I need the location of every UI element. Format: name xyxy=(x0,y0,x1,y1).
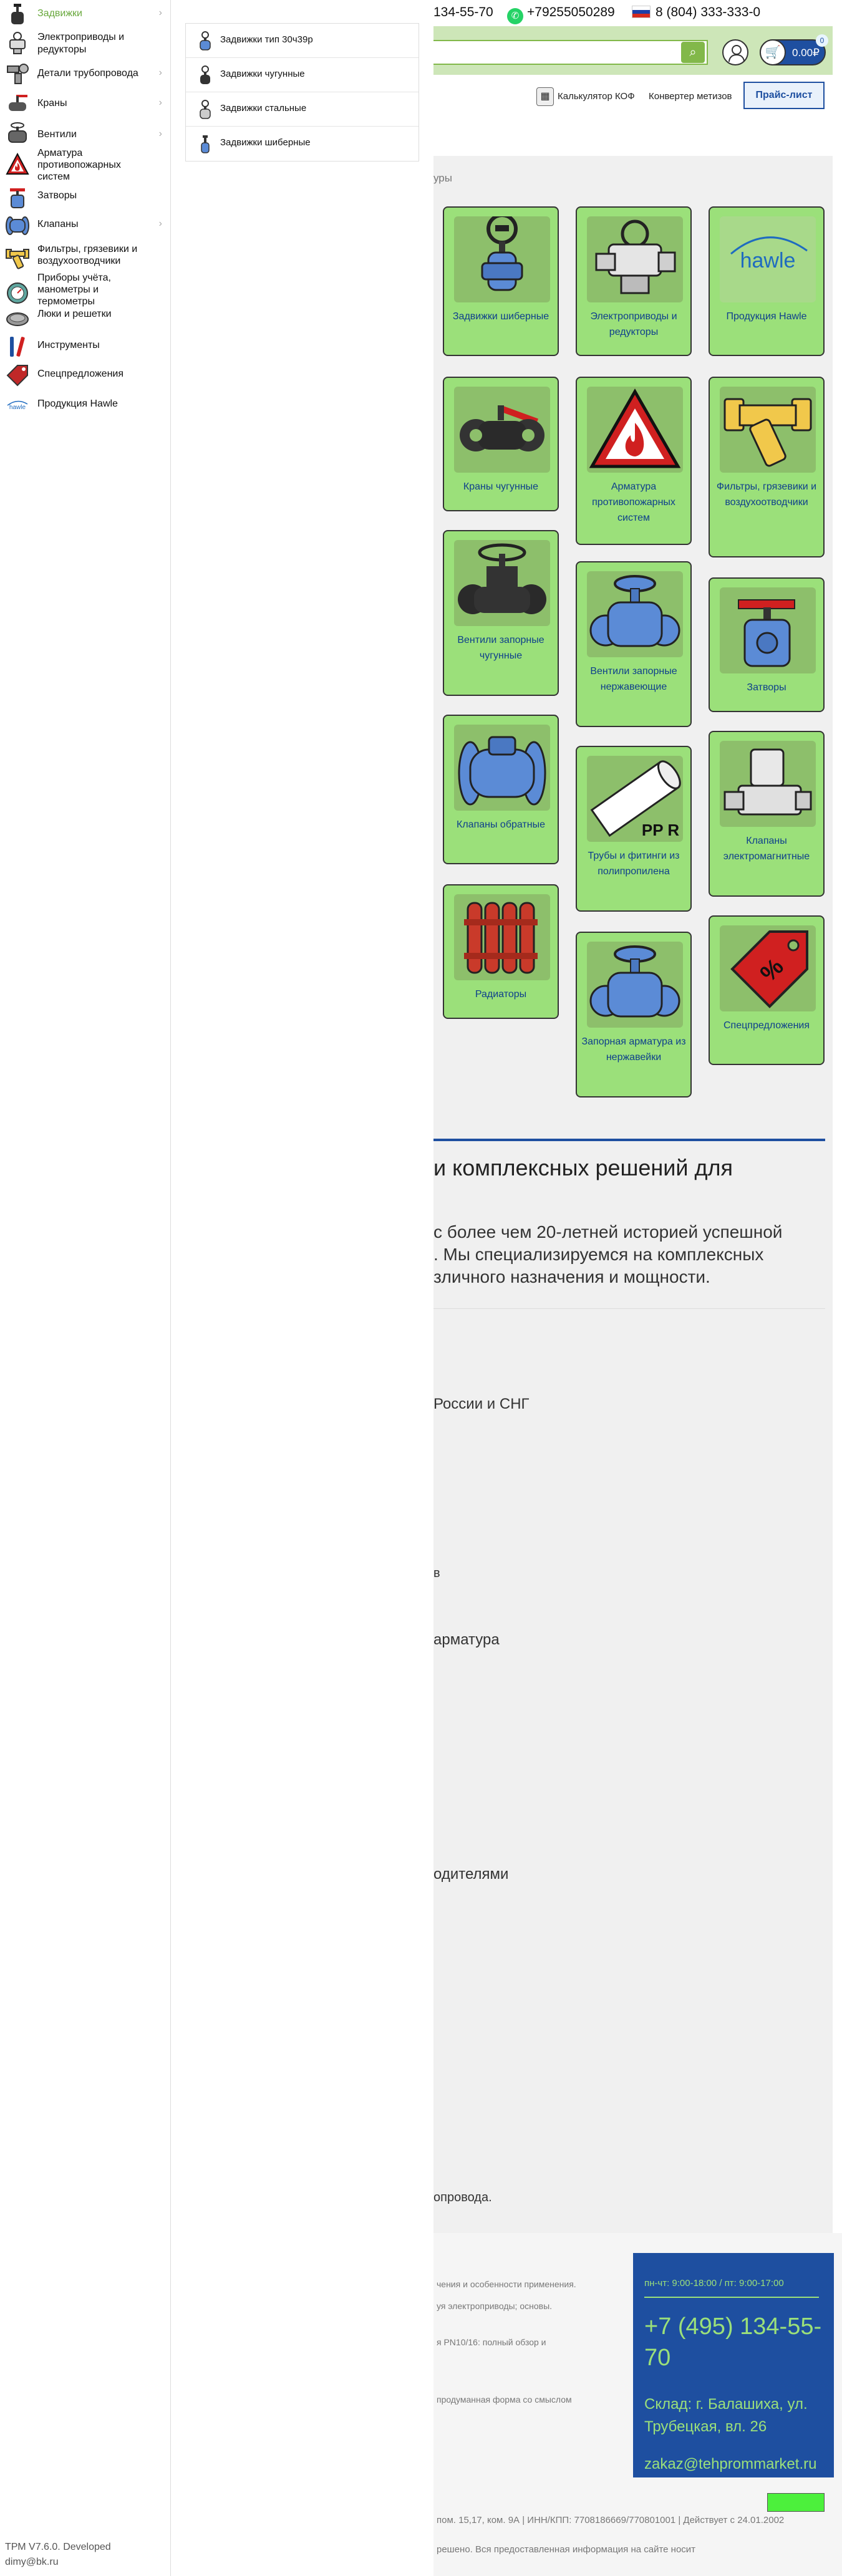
steel-gate-valve-icon xyxy=(197,100,213,120)
svg-text:PP R: PP R xyxy=(641,821,680,839)
developer-email[interactable]: dimy@bk.ru xyxy=(5,2557,59,2567)
cart-total: 0.00₽ xyxy=(792,47,820,59)
search-button[interactable] xyxy=(681,42,705,63)
sidebar-item-globe-valves[interactable] xyxy=(0,122,170,145)
work-hours: пн-чт: 9:00-18:00 / пт: 9:00-17:00 xyxy=(644,2278,784,2289)
sidebar-item-pipe-parts[interactable] xyxy=(0,62,170,85)
price-tag-icon xyxy=(720,925,816,1011)
cart-count-badge: 0 xyxy=(816,34,828,47)
footer-article-3[interactable]: я PN10/16: полный обзор и xyxy=(437,2337,546,2347)
about-intro-text: с более чем 20-летней историей успешной . Мы специализируемся на комплексных зличного назначения и мощности. xyxy=(433,1222,783,1286)
contact-box xyxy=(633,2253,834,2477)
chevron-right-icon: › xyxy=(158,218,162,229)
sidebar-item-label: Задвижки xyxy=(37,8,82,19)
gate-valve-icon xyxy=(197,31,213,51)
sidebar-item-label: Люки и решетки xyxy=(37,309,112,319)
sidebar-item-label: Электроприводы и редукторы xyxy=(37,32,125,55)
submenu-item-30ch39r[interactable] xyxy=(186,24,419,58)
pressure-gauge-icon xyxy=(5,281,30,306)
sidebar-item-meters[interactable] xyxy=(0,272,170,311)
top-contact-bar xyxy=(433,0,842,26)
catalog-tile[interactable] xyxy=(576,746,692,912)
sidebar-item-fire-fittings[interactable] xyxy=(0,148,170,183)
butterfly-valve-icon xyxy=(5,185,30,210)
catalog-tile[interactable] xyxy=(443,884,559,1019)
chevron-right-icon: › xyxy=(158,7,162,18)
ball-valve-icon xyxy=(5,91,30,116)
sidebar-item-check-valves[interactable] xyxy=(0,212,170,237)
svg-text:hawle: hawle xyxy=(9,404,26,411)
submenu-panel xyxy=(172,0,433,2576)
tile-label: Арматура противопожарных систем xyxy=(592,481,675,523)
fire-warning-icon xyxy=(5,152,30,177)
catalog-tile[interactable] xyxy=(709,577,825,712)
cast-iron-gate-valve-icon xyxy=(197,65,213,85)
y-strainer-icon xyxy=(5,246,30,271)
phone-link-1[interactable]: 134-55-70 xyxy=(433,5,493,19)
electric-actuator-icon xyxy=(5,31,30,56)
about-text-v: в xyxy=(433,1566,440,1580)
svg-text:%: % xyxy=(755,953,789,987)
tile-label: Трубы и фитинги из полипропилена xyxy=(588,851,680,877)
ppr-pipe-icon xyxy=(587,756,683,842)
sidebar-item-label: Детали трубопровода xyxy=(37,68,138,79)
section-divider xyxy=(433,1139,825,1141)
cast-iron-globe-valve-icon xyxy=(454,540,550,626)
fire-warning-icon xyxy=(587,387,683,473)
calculator-link[interactable] xyxy=(536,87,635,106)
footer-email[interactable]: zakaz@tehprommarket.ru xyxy=(644,2456,817,2472)
catalog-tile[interactable] xyxy=(709,731,825,897)
about-text-russia: России и СНГ xyxy=(433,1396,530,1412)
footer-legal: пом. 15,17, ком. 9А | ИНН/КПП: 7708186669/770801001 | Действует с 24.01.2002 xyxy=(437,2515,785,2525)
catalog-tile[interactable] xyxy=(709,377,825,557)
sidebar-item-label: Приборы учёта, манометры и термометры xyxy=(37,273,111,307)
price-tag-icon xyxy=(5,363,30,388)
sidebar-item-manholes[interactable] xyxy=(0,307,170,329)
footer-rights: решено. Вся предоставленная информация на сайте носит xyxy=(437,2544,696,2555)
pipe-fittings-icon xyxy=(5,61,30,86)
calculator-label: Калькулятор КОФ xyxy=(558,90,635,102)
catalog-sidebar xyxy=(0,0,171,2576)
knife-gate-valve-icon xyxy=(197,134,213,154)
sidebar-item-butterfly-valves[interactable] xyxy=(0,186,170,208)
tile-label: Клапаны обратные xyxy=(457,819,545,830)
hawle-logo xyxy=(5,393,30,418)
whatsapp-icon: ✆ xyxy=(507,8,523,24)
y-strainer-icon xyxy=(720,387,816,473)
submenu-item-label: Задвижки тип 30ч39р xyxy=(220,34,313,45)
catalog-tile[interactable] xyxy=(443,530,559,696)
sidebar-item-label: Затворы xyxy=(37,190,77,201)
search-icon: ⌕ xyxy=(689,46,697,59)
submenu-item-steel[interactable] xyxy=(186,92,419,127)
catalog-tile[interactable] xyxy=(443,206,559,356)
tile-label: Запорная арматура из нержавейки xyxy=(581,1036,686,1063)
submenu-item-label: Задвижки чугунные xyxy=(220,69,305,79)
footer-address: Склад: г. Балашиха, ул. Трубецкая, вл. 26 xyxy=(644,2396,808,2435)
phone-link-3[interactable] xyxy=(632,5,760,20)
stainless-globe-valve-icon xyxy=(587,571,683,657)
search-input[interactable] xyxy=(433,40,708,65)
sidebar-item-label: Инструменты xyxy=(37,340,100,350)
sidebar-item-label: Арматура противопожарных систем xyxy=(37,148,121,182)
catalog-tile[interactable] xyxy=(576,932,692,1097)
counter-badge[interactable] xyxy=(767,2493,825,2512)
footer-phone[interactable]: +7 (495) 134-55-70 xyxy=(644,2313,822,2371)
check-valve-icon xyxy=(454,725,550,811)
submenu-item-label: Задвижки шиберные xyxy=(220,137,311,148)
about-separator xyxy=(433,1308,825,1309)
sidebar-item-special-offers[interactable] xyxy=(0,364,170,388)
tile-label: Краны чугунные xyxy=(463,481,539,492)
globe-valve-icon xyxy=(5,121,30,146)
sidebar-item-ball-valves[interactable] xyxy=(0,92,170,115)
hawle-logo xyxy=(720,216,816,302)
catalog-tile[interactable] xyxy=(443,377,559,511)
check-valve-icon xyxy=(5,212,30,237)
cart-button[interactable] xyxy=(760,36,826,65)
chevron-right-icon: › xyxy=(158,128,162,139)
sidebar-item-label: Фильтры, грязевики и воздухоотводчики xyxy=(37,244,138,266)
gate-valve-icon xyxy=(5,1,30,26)
about-headline: и комплексных решений для xyxy=(433,1155,733,1180)
sidebar-item-label: Продукция Hawle xyxy=(37,398,118,409)
account-button[interactable] xyxy=(722,39,748,65)
catalog-tile[interactable] xyxy=(576,377,692,545)
tile-label: Радиаторы xyxy=(475,989,527,1000)
contact-divider xyxy=(644,2297,819,2298)
chevron-right-icon: › xyxy=(158,67,162,78)
manhole-cover-icon xyxy=(5,306,30,330)
sidebar-item-label: Спецпредложения xyxy=(37,369,123,379)
stainless-valve-icon xyxy=(587,942,683,1028)
sidebar-item-hawle[interactable] xyxy=(0,394,170,418)
catalog-tile[interactable] xyxy=(709,915,825,1065)
submenu-item-label: Задвижки стальные xyxy=(220,103,307,113)
tile-label: Спецпредложения xyxy=(723,1020,810,1031)
submenu-list xyxy=(185,23,419,162)
footer-article-2[interactable]: уя электроприводы; основы. xyxy=(437,2301,553,2311)
catalog-tile[interactable] xyxy=(576,561,692,727)
catalog-tile[interactable] xyxy=(443,715,559,864)
solenoid-valve-icon xyxy=(720,741,816,827)
chevron-right-icon: › xyxy=(158,97,162,108)
butterfly-valve-icon xyxy=(720,587,816,673)
price-list-button[interactable]: Прайс-лист xyxy=(743,82,825,109)
whatsapp-phone: +79255050289 xyxy=(527,5,615,19)
sidebar-item-label: Краны xyxy=(37,98,67,109)
tile-label: Затворы xyxy=(747,682,786,693)
cart-icon: 🛒 xyxy=(760,39,786,65)
sidebar-item-label: Вентили xyxy=(37,129,77,140)
electric-actuator-icon xyxy=(587,216,683,302)
calculator-icon: ▦ xyxy=(536,87,554,106)
tile-label: Вентили запорные нержавеющие xyxy=(590,666,677,692)
tile-label: Продукция Hawle xyxy=(726,311,807,322)
sidebar-item-actuators[interactable] xyxy=(0,30,170,59)
tools-icon xyxy=(5,334,30,359)
whatsapp-link[interactable] xyxy=(507,5,615,24)
footer-article-1[interactable]: чения и особенности применения. xyxy=(437,2279,576,2289)
about-text-armatura: арматура xyxy=(433,1631,500,1648)
svg-text:hawle: hawle xyxy=(740,249,796,273)
submenu-item-cast-iron[interactable] xyxy=(186,58,419,92)
breadcrumb: уры xyxy=(433,172,452,184)
about-text-producers: одителями xyxy=(433,1866,509,1883)
about-intro xyxy=(433,1221,833,1288)
phone-3-text: 8 (804) 333-333-0 xyxy=(656,5,761,19)
about-text-pipeline: опровода. xyxy=(433,2191,492,2204)
sidebar-item-gate-valves[interactable] xyxy=(0,2,170,25)
submenu-item-knife-gate[interactable] xyxy=(186,127,419,161)
developer-credit: ТРМ V7.6.0. Developed xyxy=(5,2542,111,2552)
converter-link[interactable]: Конвертер метизов xyxy=(649,91,732,102)
radiator-icon xyxy=(454,894,550,980)
cast-iron-ball-valve-icon xyxy=(454,387,550,473)
sidebar-item-label: Клапаны xyxy=(37,219,79,229)
russia-flag-icon xyxy=(632,6,651,18)
tile-label: Клапаны электромагнитные xyxy=(723,836,810,862)
gate-valve-icon xyxy=(454,216,550,302)
footer-article-4[interactable]: продуманная форма со смыслом xyxy=(437,2395,572,2405)
tile-label: Задвижки шиберные xyxy=(452,311,549,322)
sidebar-item-tools[interactable] xyxy=(0,335,170,359)
catalog-tile[interactable] xyxy=(709,206,825,356)
tile-label: Электроприводы и редукторы xyxy=(590,311,677,337)
catalog-tile[interactable] xyxy=(576,206,692,356)
tile-label: Вентили запорные чугунные xyxy=(457,635,544,661)
tile-label: Фильтры, грязевики и воздухоотводчики xyxy=(716,481,817,508)
